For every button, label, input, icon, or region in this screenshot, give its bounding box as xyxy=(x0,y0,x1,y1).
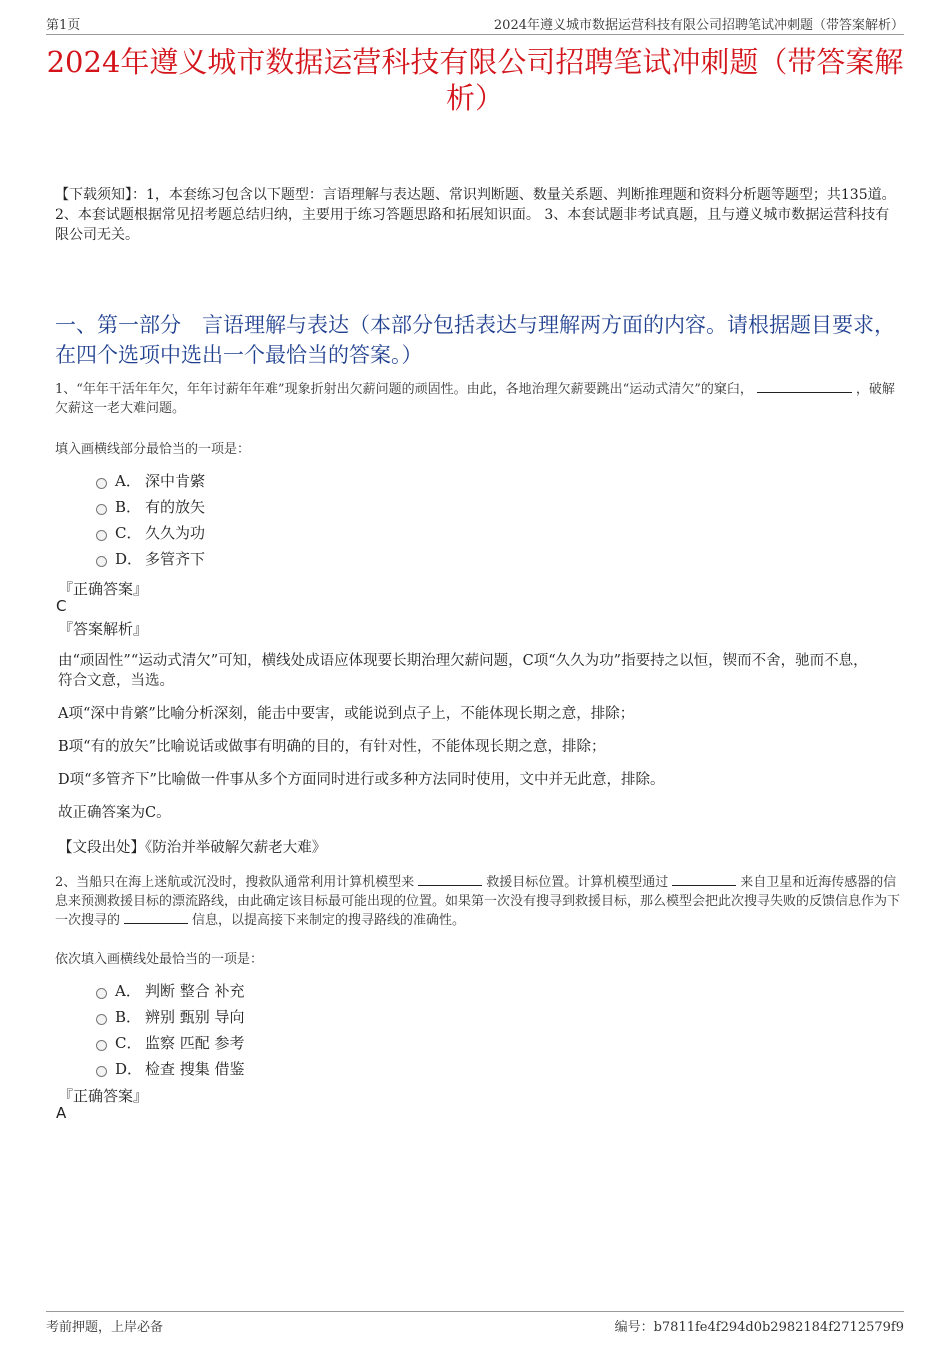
footer-slogan: 考前押题，上岸必备 xyxy=(46,1320,164,1335)
header-doc-title: 2024年遵义城市数据运营科技有限公司招聘笔试冲刺题（带答案解析） xyxy=(493,18,904,33)
download-notice: 【下载须知】：1，本套练习包含以下题型：言语理解与表达题、常识判断题、数量关系题、判断推理题和资料分析题等题型；共135道。 2、本套试题根据常见招考题总结归纳，主要用于练习答题思路和拓展知识面。 3、本套试题非考试真题，且与遵义城市数据运营科技有限公司无关。 xyxy=(55,187,896,243)
q2-option-a[interactable]: A． 判断 整合 补充 xyxy=(96,981,245,1001)
question-2-stem: 2、当船只在海上迷航或沉没时，搜救队通常利用计算机模型来 救援目标位置。计算机模型通过 来自卫星和近海传感器的信息来预测救援目标的漂流路线，由此确定该目标最可能出现的位置。如果第一次没有搜寻到救援目标，那么模型会把此次搜寻失败的反馈信息作为下一次搜寻的 信息，以提高接下来制定的搜寻路线的准确性。 xyxy=(55,875,901,928)
q1-option-c[interactable]: C． 久久为功 xyxy=(96,523,205,543)
q2-answer: A xyxy=(56,1104,67,1122)
q1-option-b[interactable]: B． 有的放矢 xyxy=(96,497,205,517)
answer-blank xyxy=(418,873,482,886)
question-2-prompt: 依次填入画横线处最恰当的一项是： xyxy=(55,952,264,967)
page-header xyxy=(46,14,904,35)
radio-icon[interactable] xyxy=(96,988,107,999)
q1-answer-label: 『正确答案』 xyxy=(58,580,149,598)
q1-analysis-paragraph: 由“顽固性”“运动式清欠”可知，横线处成语应体现要长期治理欠薪问题，C项“久久为功”指要持之以恒，锲而不舍，驰而不息，符合文意，当选。 xyxy=(58,653,868,689)
q1-analysis-label: 『答案解析』 xyxy=(58,620,149,638)
radio-icon[interactable] xyxy=(96,556,107,567)
q1-option-d[interactable]: D． 多管齐下 xyxy=(96,549,205,569)
question-1-stem: 1、“年年干活年年欠，年年讨薪年年难”现象折射出欠薪问题的顽固性。由此，各地治理欠薪要跳出“运动式清欠”的窠臼， ，破解欠薪这一老大难问题。 xyxy=(55,382,895,416)
q1-analysis-paragraph: B项“有的放矢”比喻说话或做事有明确的目的，有针对性，不能体现长期之意，排除； xyxy=(58,739,606,755)
q2-option-d[interactable]: D． 检查 搜集 借鉴 xyxy=(96,1059,245,1079)
radio-icon[interactable] xyxy=(96,1014,107,1025)
question-1-prompt: 填入画横线部分最恰当的一项是： xyxy=(55,442,251,457)
page-number: 第1页 xyxy=(46,18,81,33)
radio-icon[interactable] xyxy=(96,478,107,489)
q1-analysis-paragraph: A项“深中肯綮”比喻分析深刻，能击中要害，或能说到点子上，不能体现长期之意，排除； xyxy=(58,706,635,722)
q1-answer: C xyxy=(56,597,67,615)
q1-analysis-paragraph: D项“多管齐下”比喻做一件事从多个方面同时进行或多种方法同时使用，文中并无此意，排除。 xyxy=(58,772,665,788)
radio-icon[interactable] xyxy=(96,504,107,515)
q1-option-a[interactable]: A． 深中肯綮 xyxy=(96,471,205,491)
q2-option-b[interactable]: B． 辨别 甄别 导向 xyxy=(96,1007,245,1027)
radio-icon[interactable] xyxy=(96,1066,107,1077)
q1-source: 【文段出处】《防治并举破解欠薪老大难》 xyxy=(58,840,327,856)
page-footer xyxy=(46,1311,904,1336)
answer-blank xyxy=(757,380,852,393)
q2-answer-label: 『正确答案』 xyxy=(58,1087,149,1105)
radio-icon[interactable] xyxy=(96,1040,107,1051)
answer-blank xyxy=(124,911,188,924)
footer-doc-id: 编号：b7811fe4f294d0b2982184f2712579f9 xyxy=(614,1320,904,1335)
radio-icon[interactable] xyxy=(96,530,107,541)
document-title: 2024年遵义城市数据运营科技有限公司招聘笔试冲刺题（带答案解析） xyxy=(46,45,904,115)
q2-option-c[interactable]: C． 监察 匹配 参考 xyxy=(96,1033,245,1053)
answer-blank xyxy=(672,873,736,886)
section-heading: 一、第一部分 言语理解与表达（本部分包括表达与理解两方面的内容。请根据题目要求，在四个选项中选出一个最恰当的答案。） xyxy=(55,313,895,367)
q1-analysis-paragraph: 故正确答案为C。 xyxy=(58,805,171,821)
